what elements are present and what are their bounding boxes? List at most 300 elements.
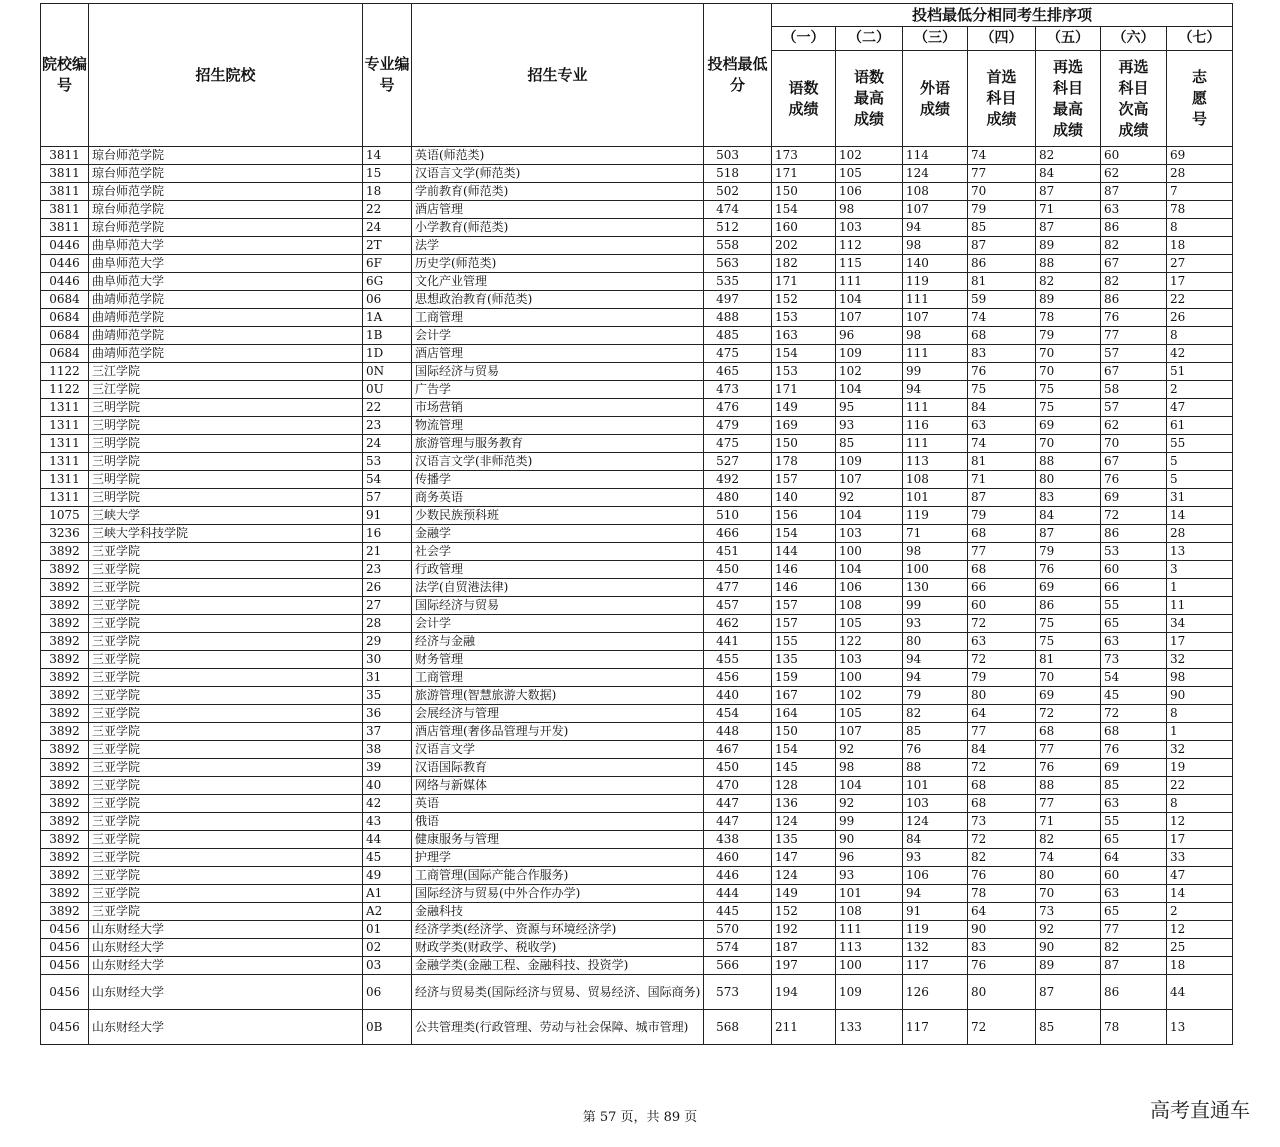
cell-major-name: 学前教育(师范类) [412,183,704,201]
cell-min-score: 485 [704,327,772,345]
cell-preference: 47 [1167,399,1233,417]
cell-score-6: 69 [1101,489,1167,507]
cell-score-1: 150 [772,723,836,741]
cell-major-name: 市场营销 [412,399,704,417]
cell-score-4: 72 [968,615,1036,633]
table-row [41,273,1233,291]
cell-score-3: 113 [903,453,968,471]
cell-score-3: 117 [903,957,968,975]
cell-score-1: 136 [772,795,836,813]
cell-school-code: 3892 [41,561,89,579]
cell-school-name: 曲阜师范大学 [89,273,363,291]
cell-score-6: 55 [1101,597,1167,615]
cell-major-name: 会计学 [412,615,704,633]
cell-score-4: 68 [968,777,1036,795]
header-tiebreak-group: 投档最低分相同考生排序项 [772,4,1233,27]
cell-score-5: 70 [1036,345,1101,363]
cell-major-name: 经济与贸易类(国际经济与贸易、贸易经济、国际商务) [412,975,704,1010]
cell-major-name: 工商管理 [412,669,704,687]
cell-school-code: 3811 [41,165,89,183]
cell-major-name: 汉语言文学(师范类) [412,165,704,183]
cell-score-4: 72 [968,651,1036,669]
cell-min-score: 479 [704,417,772,435]
cell-school-name: 山东财经大学 [89,939,363,957]
cell-school-name: 三亚学院 [89,651,363,669]
cell-score-1: 202 [772,237,836,255]
cell-school-code: 3892 [41,759,89,777]
cell-major-name: 历史学(师范类) [412,255,704,273]
cell-major-name: 金融学类(金融工程、金融科技、投资学) [412,957,704,975]
cell-school-name: 三明学院 [89,399,363,417]
table-row [41,597,1233,615]
cell-score-6: 45 [1101,687,1167,705]
cell-min-score: 440 [704,687,772,705]
cell-major-name: 国际经济与贸易 [412,363,704,381]
cell-score-1: 124 [772,813,836,831]
cell-score-3: 107 [903,201,968,219]
cell-score-1: 163 [772,327,836,345]
cell-major-code: 39 [363,759,412,777]
cell-score-1: 159 [772,669,836,687]
cell-score-6: 76 [1101,471,1167,489]
cell-preference: 17 [1167,273,1233,291]
cell-school-name: 三江学院 [89,363,363,381]
cell-score-2: 104 [836,291,903,309]
cell-score-5: 89 [1036,957,1101,975]
cell-major-code: 6F [363,255,412,273]
cell-major-name: 酒店管理 [412,201,704,219]
cell-score-1: 169 [772,417,836,435]
cell-school-code: 1311 [41,399,89,417]
cell-score-4: 81 [968,453,1036,471]
cell-min-score: 455 [704,651,772,669]
cell-score-6: 86 [1101,975,1167,1010]
cell-score-2: 108 [836,903,903,921]
cell-min-score: 447 [704,795,772,813]
cell-school-name: 三明学院 [89,435,363,453]
cell-major-code: 21 [363,543,412,561]
cell-score-6: 86 [1101,219,1167,237]
cell-score-5: 75 [1036,381,1101,399]
cell-score-4: 76 [968,363,1036,381]
cell-score-6: 63 [1101,885,1167,903]
cell-major-name: 英语 [412,795,704,813]
cell-preference: 5 [1167,453,1233,471]
cell-score-1: 154 [772,345,836,363]
table-row [41,219,1233,237]
cell-score-6: 72 [1101,507,1167,525]
cell-school-name: 三亚学院 [89,867,363,885]
cell-min-score: 497 [704,291,772,309]
cell-score-2: 115 [836,255,903,273]
cell-score-2: 98 [836,201,903,219]
table-row [41,849,1233,867]
cell-min-score: 574 [704,939,772,957]
cell-school-code: 0456 [41,975,89,1010]
cell-preference: 34 [1167,615,1233,633]
cell-score-3: 91 [903,903,968,921]
admission-score-table [40,3,1233,1045]
cell-score-5: 87 [1036,183,1101,201]
cell-score-5: 87 [1036,219,1101,237]
cell-score-5: 88 [1036,255,1101,273]
cell-score-4: 72 [968,759,1036,777]
cell-school-code: 1311 [41,471,89,489]
cell-preference: 17 [1167,831,1233,849]
cell-score-2: 102 [836,147,903,165]
cell-score-1: 144 [772,543,836,561]
cell-score-3: 93 [903,615,968,633]
cell-score-4: 79 [968,669,1036,687]
table-row [41,741,1233,759]
cell-major-name: 公共管理类(行政管理、劳动与社会保障、城市管理) [412,1010,704,1045]
cell-major-code: 0B [363,1010,412,1045]
cell-score-3: 94 [903,219,968,237]
cell-score-5: 72 [1036,705,1101,723]
cell-major-name: 财务管理 [412,651,704,669]
cell-major-code: 01 [363,921,412,939]
cell-major-code: 1D [363,345,412,363]
cell-score-1: 154 [772,741,836,759]
cell-score-1: 140 [772,489,836,507]
cell-school-name: 三亚学院 [89,903,363,921]
cell-min-score: 454 [704,705,772,723]
cell-score-2: 92 [836,795,903,813]
cell-major-name: 旅游管理(智慧旅游大数据) [412,687,704,705]
cell-school-code: 1122 [41,381,89,399]
cell-score-2: 104 [836,381,903,399]
table-row [41,489,1233,507]
cell-score-1: 211 [772,1010,836,1045]
cell-major-code: 2T [363,237,412,255]
cell-score-2: 93 [836,417,903,435]
cell-score-2: 103 [836,525,903,543]
cell-major-name: 财政学类(财政学、税收学) [412,939,704,957]
cell-score-4: 74 [968,147,1036,165]
cell-score-5: 83 [1036,489,1101,507]
cell-score-4: 72 [968,1010,1036,1045]
cell-score-5: 68 [1036,723,1101,741]
cell-score-2: 109 [836,453,903,471]
cell-major-name: 经济学类(经济学、资源与环境经济学) [412,921,704,939]
cell-school-name: 三亚学院 [89,849,363,867]
cell-score-4: 68 [968,561,1036,579]
cell-score-5: 76 [1036,561,1101,579]
table-row [41,885,1233,903]
cell-min-score: 492 [704,471,772,489]
cell-min-score: 450 [704,759,772,777]
header-chinese-math-max: 语数最高成绩 [836,51,903,147]
cell-score-6: 67 [1101,255,1167,273]
cell-score-6: 57 [1101,345,1167,363]
cell-min-score: 535 [704,273,772,291]
table-row [41,183,1233,201]
cell-score-4: 90 [968,921,1036,939]
cell-score-2: 96 [836,327,903,345]
cell-score-1: 187 [772,939,836,957]
cell-min-score: 462 [704,615,772,633]
cell-major-code: 36 [363,705,412,723]
cell-score-4: 59 [968,291,1036,309]
cell-score-2: 100 [836,957,903,975]
cell-school-code: 0684 [41,345,89,363]
cell-school-code: 3892 [41,741,89,759]
cell-school-code: 3236 [41,525,89,543]
cell-school-name: 三亚学院 [89,687,363,705]
cell-score-3: 108 [903,183,968,201]
cell-school-code: 3892 [41,723,89,741]
cell-preference: 32 [1167,741,1233,759]
cell-score-4: 83 [968,345,1036,363]
cell-major-code: 24 [363,435,412,453]
cell-school-name: 三亚学院 [89,633,363,651]
cell-score-5: 88 [1036,777,1101,795]
table-row [41,903,1233,921]
cell-preference: 18 [1167,237,1233,255]
cell-score-1: 153 [772,309,836,327]
cell-school-code: 3811 [41,147,89,165]
cell-score-4: 75 [968,381,1036,399]
cell-major-code: 54 [363,471,412,489]
cell-score-2: 111 [836,921,903,939]
cell-score-1: 154 [772,201,836,219]
cell-school-name: 三亚学院 [89,777,363,795]
cell-preference: 22 [1167,777,1233,795]
cell-score-3: 85 [903,723,968,741]
cell-score-6: 60 [1101,147,1167,165]
cell-score-4: 87 [968,489,1036,507]
table-row [41,255,1233,273]
cell-major-name: 经济与金融 [412,633,704,651]
cell-score-6: 85 [1101,777,1167,795]
cell-score-3: 84 [903,831,968,849]
cell-score-3: 94 [903,381,968,399]
cell-score-1: 197 [772,957,836,975]
cell-score-4: 70 [968,183,1036,201]
cell-min-score: 502 [704,183,772,201]
table-row [41,651,1233,669]
cell-score-2: 107 [836,723,903,741]
cell-score-3: 111 [903,291,968,309]
cell-school-code: 0684 [41,291,89,309]
cell-score-5: 84 [1036,165,1101,183]
cell-school-code: 1311 [41,489,89,507]
cell-major-code: 40 [363,777,412,795]
cell-score-3: 111 [903,399,968,417]
cell-score-3: 99 [903,597,968,615]
table-row [41,975,1233,1010]
cell-score-6: 87 [1101,183,1167,201]
cell-preference: 28 [1167,525,1233,543]
cell-major-code: 49 [363,867,412,885]
cell-major-code: 14 [363,147,412,165]
cell-score-2: 105 [836,705,903,723]
cell-major-code: 03 [363,957,412,975]
cell-school-code: 0456 [41,939,89,957]
cell-score-3: 116 [903,417,968,435]
cell-school-code: 1075 [41,507,89,525]
cell-min-score: 488 [704,309,772,327]
cell-score-2: 113 [836,939,903,957]
cell-major-code: 53 [363,453,412,471]
cell-major-name: 传播学 [412,471,704,489]
cell-major-name: 汉语言文学(非师范类) [412,453,704,471]
cell-score-5: 84 [1036,507,1101,525]
cell-major-name: 工商管理 [412,309,704,327]
cell-score-4: 68 [968,525,1036,543]
cell-major-code: 22 [363,201,412,219]
cell-score-2: 106 [836,579,903,597]
cell-school-code: 3811 [41,219,89,237]
cell-major-code: 28 [363,615,412,633]
cell-school-name: 三亚学院 [89,813,363,831]
cell-school-code: 0446 [41,237,89,255]
cell-major-name: 健康服务与管理 [412,831,704,849]
cell-score-6: 73 [1101,651,1167,669]
table-row [41,795,1233,813]
cell-min-score: 477 [704,579,772,597]
cell-score-2: 103 [836,651,903,669]
cell-major-code: A2 [363,903,412,921]
cell-score-1: 171 [772,381,836,399]
cell-score-5: 82 [1036,831,1101,849]
cell-min-score: 475 [704,435,772,453]
table-row [41,147,1233,165]
cell-major-name: 会展经济与管理 [412,705,704,723]
cell-score-4: 63 [968,633,1036,651]
cell-school-name: 三明学院 [89,453,363,471]
cell-major-name: 思想政治教育(师范类) [412,291,704,309]
cell-major-code: 15 [363,165,412,183]
cell-major-code: 45 [363,849,412,867]
table-row [41,381,1233,399]
cell-preference: 44 [1167,975,1233,1010]
header-elective-max-score: 再选科目最高成绩 [1036,51,1101,147]
cell-school-name: 三明学院 [89,471,363,489]
cell-major-name: 国际经济与贸易 [412,597,704,615]
cell-score-5: 75 [1036,615,1101,633]
cell-score-4: 68 [968,327,1036,345]
header-first-subject-score: 首选科目成绩 [968,51,1036,147]
table-row [41,507,1233,525]
cell-major-name: 文化产业管理 [412,273,704,291]
cell-score-6: 58 [1101,381,1167,399]
cell-score-4: 79 [968,201,1036,219]
cell-min-score: 446 [704,867,772,885]
cell-major-name: 社会学 [412,543,704,561]
cell-min-score: 456 [704,669,772,687]
cell-min-score: 510 [704,507,772,525]
cell-major-code: 57 [363,489,412,507]
page-number: 第 57 页，共 89 页 [582,1110,698,1125]
cell-score-3: 94 [903,669,968,687]
cell-min-score: 568 [704,1010,772,1045]
cell-score-4: 80 [968,687,1036,705]
cell-min-score: 447 [704,813,772,831]
cell-major-code: 37 [363,723,412,741]
cell-major-code: 06 [363,291,412,309]
cell-school-name: 曲靖师范学院 [89,345,363,363]
cell-min-score: 465 [704,363,772,381]
cell-major-code: 30 [363,651,412,669]
cell-score-5: 71 [1036,813,1101,831]
cell-school-name: 山东财经大学 [89,921,363,939]
cell-major-code: 02 [363,939,412,957]
cell-score-4: 66 [968,579,1036,597]
cell-score-2: 104 [836,561,903,579]
cell-major-name: 广告学 [412,381,704,399]
cell-major-name: 酒店管理(奢侈品管理与开发) [412,723,704,741]
cell-school-name: 三亚学院 [89,705,363,723]
cell-score-6: 65 [1101,615,1167,633]
cell-score-6: 64 [1101,849,1167,867]
cell-score-4: 86 [968,255,1036,273]
cell-min-score: 503 [704,147,772,165]
cell-min-score: 480 [704,489,772,507]
cell-school-code: 3892 [41,615,89,633]
table-row [41,939,1233,957]
cell-score-3: 119 [903,507,968,525]
cell-min-score: 451 [704,543,772,561]
table-row [41,363,1233,381]
cell-major-code: 23 [363,417,412,435]
cell-score-3: 71 [903,525,968,543]
cell-score-6: 67 [1101,453,1167,471]
cell-school-name: 三明学院 [89,417,363,435]
cell-score-1: 171 [772,273,836,291]
cell-score-6: 70 [1101,435,1167,453]
cell-score-3: 140 [903,255,968,273]
cell-score-6: 65 [1101,903,1167,921]
cell-min-score: 474 [704,201,772,219]
cell-score-1: 194 [772,975,836,1010]
cell-major-code: 29 [363,633,412,651]
cell-score-1: 157 [772,597,836,615]
cell-score-3: 88 [903,759,968,777]
cell-score-3: 98 [903,327,968,345]
cell-score-1: 135 [772,831,836,849]
cell-score-3: 111 [903,435,968,453]
cell-score-5: 78 [1036,309,1101,327]
cell-score-6: 77 [1101,921,1167,939]
table-row [41,957,1233,975]
cell-major-code: 44 [363,831,412,849]
cell-score-3: 79 [903,687,968,705]
header-tiebreak-num: （三） [903,27,968,51]
cell-major-code: A1 [363,885,412,903]
cell-score-5: 77 [1036,741,1101,759]
cell-school-name: 琼台师范学院 [89,147,363,165]
cell-score-3: 82 [903,705,968,723]
cell-score-3: 130 [903,579,968,597]
cell-score-4: 77 [968,723,1036,741]
cell-preference: 2 [1167,903,1233,921]
cell-score-3: 119 [903,273,968,291]
cell-score-2: 122 [836,633,903,651]
header-preference-number: 志愿号 [1167,51,1233,147]
cell-score-3: 99 [903,363,968,381]
cell-school-code: 3892 [41,669,89,687]
cell-score-5: 85 [1036,1010,1101,1045]
cell-score-4: 60 [968,597,1036,615]
cell-min-score: 466 [704,525,772,543]
cell-score-4: 74 [968,309,1036,327]
table-row [41,579,1233,597]
cell-score-2: 133 [836,1010,903,1045]
cell-score-6: 76 [1101,741,1167,759]
cell-score-5: 69 [1036,417,1101,435]
cell-score-4: 82 [968,849,1036,867]
